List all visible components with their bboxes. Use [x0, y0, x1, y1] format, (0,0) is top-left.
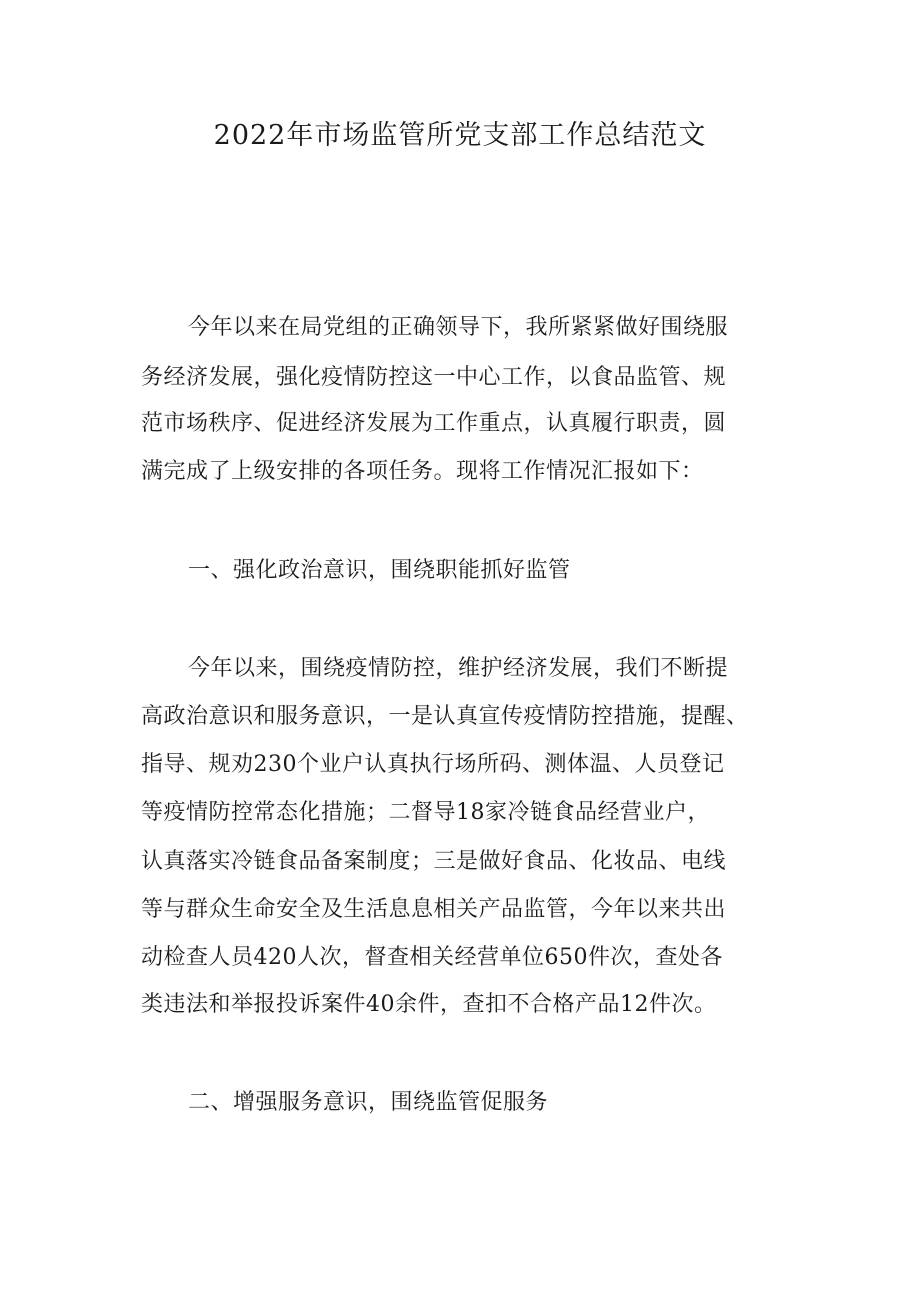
paragraph-line: 动检查人员420人次，督查相关经营单位650件次，查处各	[141, 945, 723, 970]
paragraph-line: 认真落实冷链食品备案制度；三是做好食品、化妆品、电线	[141, 849, 727, 874]
paragraph-line: 范市场秩序、促进经济发展为工作重点，认真履行职责，圆	[141, 411, 727, 436]
paragraph-line: 今年以来，围绕疫情防控，维护经济发展，我们不断提	[188, 656, 729, 681]
section-heading-1: 一、强化政治意识，围绕职能抓好监管	[188, 558, 571, 583]
paragraph-line: 高政治意识和服务意识，一是认真宣传疫情防控措施，提醒、	[141, 704, 749, 729]
document-title: 2022年市场监管所党支部工作总结范文	[213, 120, 707, 151]
paragraph-line: 满完成了上级安排的各项任务。现将工作情况汇报如下：	[141, 459, 704, 484]
paragraph-line: 指导、规劝230个业户认真执行场所码、测体温、人员登记	[141, 752, 725, 777]
paragraph-line: 等与群众生命安全及生活息息相关产品监管，今年以来共出	[141, 897, 727, 922]
paragraph-line: 务经济发展，强化疫情防控这一中心工作，以食品监管、规	[141, 365, 727, 390]
paragraph-line: 等疫情防控常态化措施；二督导18家冷链食品经营业户，	[141, 800, 710, 825]
paragraph-line: 类违法和举报投诉案件40余件，查扣不合格产品12件次。	[141, 992, 717, 1017]
paragraph-line: 今年以来在局党组的正确领导下，我所紧紧做好围绕服	[188, 315, 729, 340]
section-heading-2: 二、增强服务意识，围绕监管促服务	[188, 1090, 549, 1115]
